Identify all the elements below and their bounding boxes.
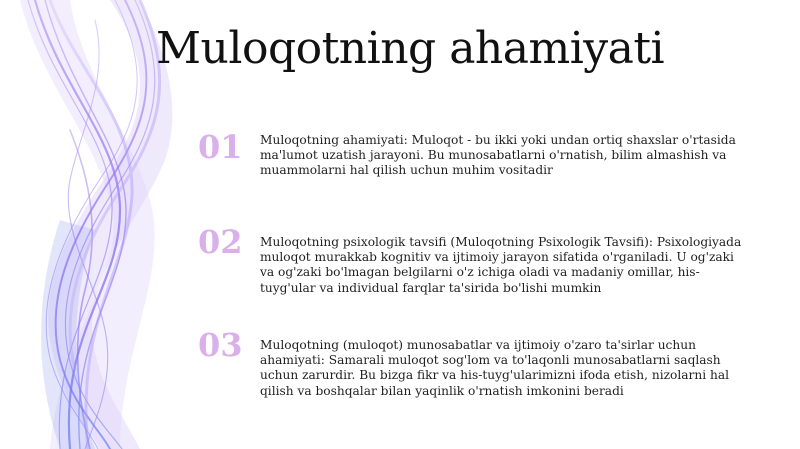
item-number-02: 02 xyxy=(198,223,243,261)
item-text-03: Muloqotning (muloqot) munosabatlar va ijtimoiy o'zaro ta'sirlar uchun ahamiyati: Samarali muloqot sog'lom va to'laqonli munosabatlarni saqlash uchun zarurdir. Bu bizga fikr va his-tuyg'ularimizni ifoda etish, nizolarni hal qilish va boshqalar bilan yaqinlik o'rnatish imkonini beradi xyxy=(260,338,730,398)
item-number-01: 01 xyxy=(198,128,243,166)
item-text-02: Muloqotning psixologik tavsifi (Muloqotning Psixologik Tavsifi): Psixologiyada muloqot murakkab kognitiv va ijtimoiy jarayon sifatida o'rganiladi. U og'zaki va og'zaki bo'lmagan belgilarni o'z ichiga oladi va madaniy omillar, his-tuyg'ular va individual farqlar ta'sirida bo'lishi mumkin xyxy=(260,235,742,295)
item-text-01: Muloqotning ahamiyati: Muloqot - bu ikki yoki undan ortiq shaxslar o'rtasida ma'lumot uzatish jarayoni. Bu munosabatlarni o'rnatish, bilim almashish va muammolarni hal qilish uchun muhim vositadir xyxy=(260,133,736,178)
slide-title: Muloqotning ahamiyati xyxy=(156,23,665,74)
item-number-03: 03 xyxy=(198,326,243,364)
